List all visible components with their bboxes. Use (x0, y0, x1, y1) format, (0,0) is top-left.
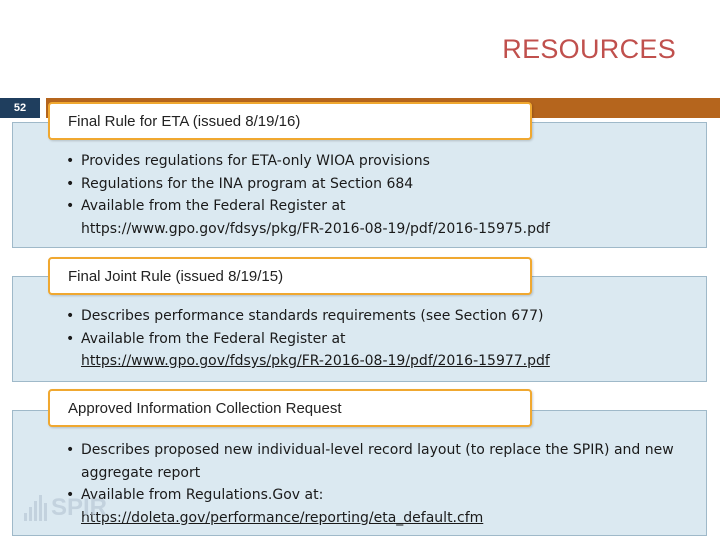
spir-watermark (24, 494, 107, 522)
bullet-text: Available from the Federal Register at (81, 198, 346, 214)
bullet-item: • Regulations for the INA program at Section 684 (66, 173, 696, 196)
bullet-item: • Provides regulations for ETA-only WIOA provisions (66, 150, 696, 173)
bullet-item: • Describes performance standards requirements (see Section 677) (66, 305, 696, 328)
slide-number: 52 (0, 98, 40, 118)
bullet-item (66, 195, 696, 240)
section-bullets-icr (66, 439, 696, 529)
bullet-item (66, 484, 696, 529)
slide-title: RESOURCES (502, 34, 676, 64)
spir-logo-icon (24, 495, 47, 521)
section-heading-final-rule: Final Rule for ETA (issued 8/19/16) (48, 102, 532, 140)
section-heading-icr: Approved Information Collection Request (48, 389, 532, 427)
watermark-text: SPIR (51, 494, 108, 521)
section-bullets-final-joint-rule (66, 305, 696, 373)
bullet-text: Available from Regulations.Gov at: (81, 487, 324, 503)
final-rule-url[interactable]: https://www.gpo.gov/fdsys/pkg/FR-2016-08-19/pdf/2016-15975.pdf (81, 220, 550, 237)
final-joint-rule-url[interactable]: https://www.gpo.gov/fdsys/pkg/FR-2016-08-19/pdf/2016-15977.pdf (81, 353, 550, 369)
bullet-item: • Describes proposed new individual-level record layout (to replace the SPIR) and new aggregate report (66, 439, 696, 484)
section-bullets-final-rule (66, 150, 696, 240)
bullet-item (66, 328, 696, 373)
bullet-text: Available from the Federal Register at (81, 330, 346, 347)
section-heading-final-joint-rule: Final Joint Rule (issued 8/19/15) (48, 257, 532, 295)
icr-url[interactable]: https://doleta.gov/performance/reporting/eta_default.cfm (81, 509, 484, 526)
